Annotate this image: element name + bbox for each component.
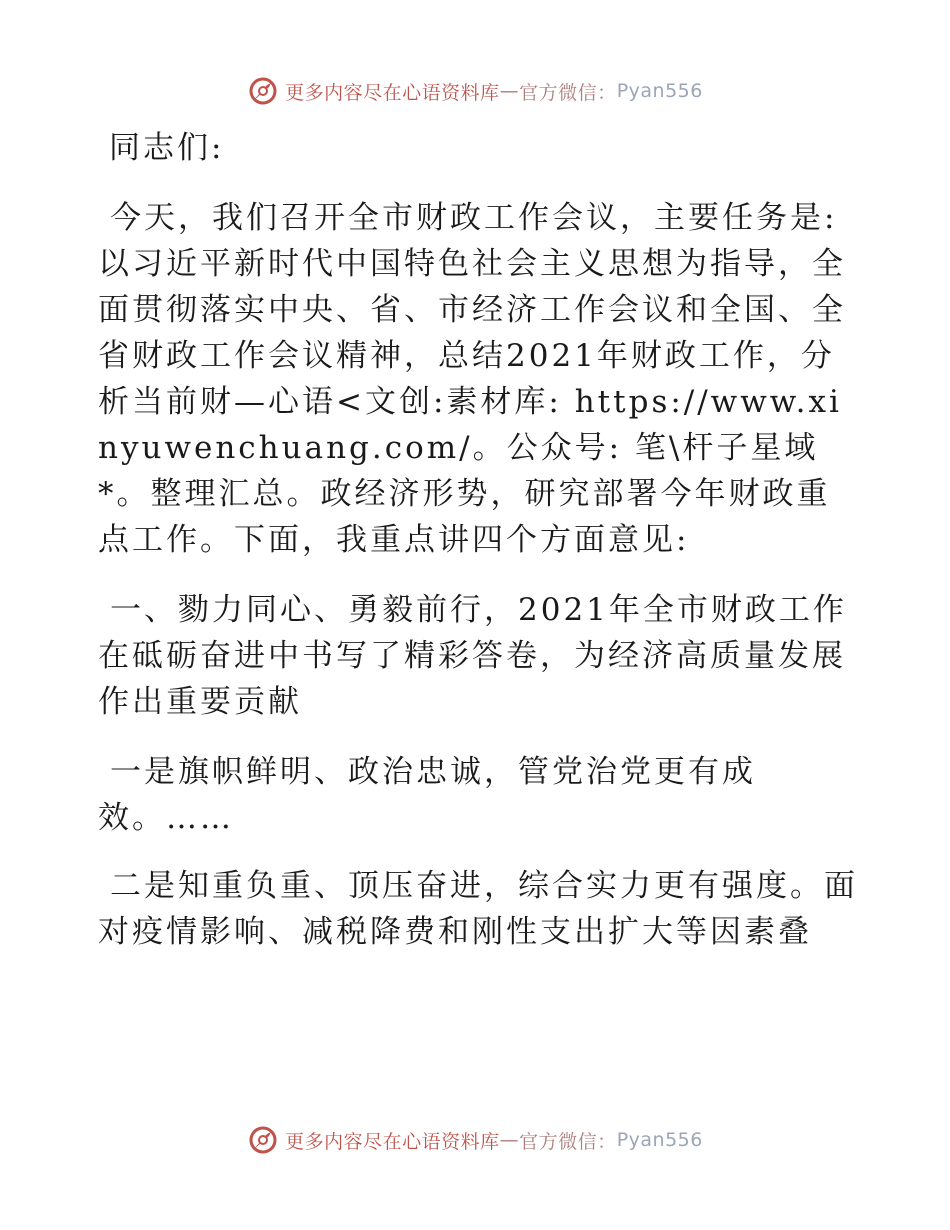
greeting: 同志们: — [109, 130, 225, 166]
header-watermark — [0, 71, 950, 111]
footer-watermark — [0, 1120, 950, 1160]
paragraph-point-one: 一是旗帜鲜明、政治忠诚，管党治党更有成效。…… — [98, 754, 756, 836]
watermark-wechat: Pyan556 — [616, 1129, 703, 1151]
watermark-wechat: Pyan556 — [616, 80, 703, 102]
watermark-dash: — — [499, 1129, 520, 1151]
watermark-dash: — — [499, 80, 520, 102]
pen-swirl-icon — [247, 75, 279, 107]
watermark-official: 官方微信： — [519, 81, 617, 104]
watermark-brand: 更多内容尽在心语资料库 — [285, 81, 500, 104]
document-body — [98, 125, 858, 955]
pen-swirl-icon — [247, 1124, 279, 1156]
paragraph-intro: 今天，我们召开全市财政工作会议，主要任务是: 以习近平新时代中国特色社会主义思想为指导，全面贯彻落实中央、省、市经济工作会议和全国、全省财政工作会议精神，总结2021年财政工作，分析当前财—心语<文创:素材库: https://www.xinyuwenchuang.com/。公众号: 笔\杆子星域*。整理汇总。政经济形势，研究部署今年财政重点工作。下面，我重点讲四个方面意见: — [98, 200, 846, 558]
watermark-official: 官方微信： — [519, 1130, 617, 1153]
watermark-brand: 更多内容尽在心语资料库 — [285, 1130, 500, 1153]
section-heading-one: 一、勠力同心、勇毅前行，2021年全市财政工作在砥砺奋进中书写了精彩答卷，为经济高质量发展作出重要贡献 — [98, 592, 847, 720]
paragraph-point-two: 二是知重负重、顶压奋进，综合实力更有强度。面对疫情影响、减税降费和刚性支出扩大等因素叠 — [98, 868, 858, 950]
